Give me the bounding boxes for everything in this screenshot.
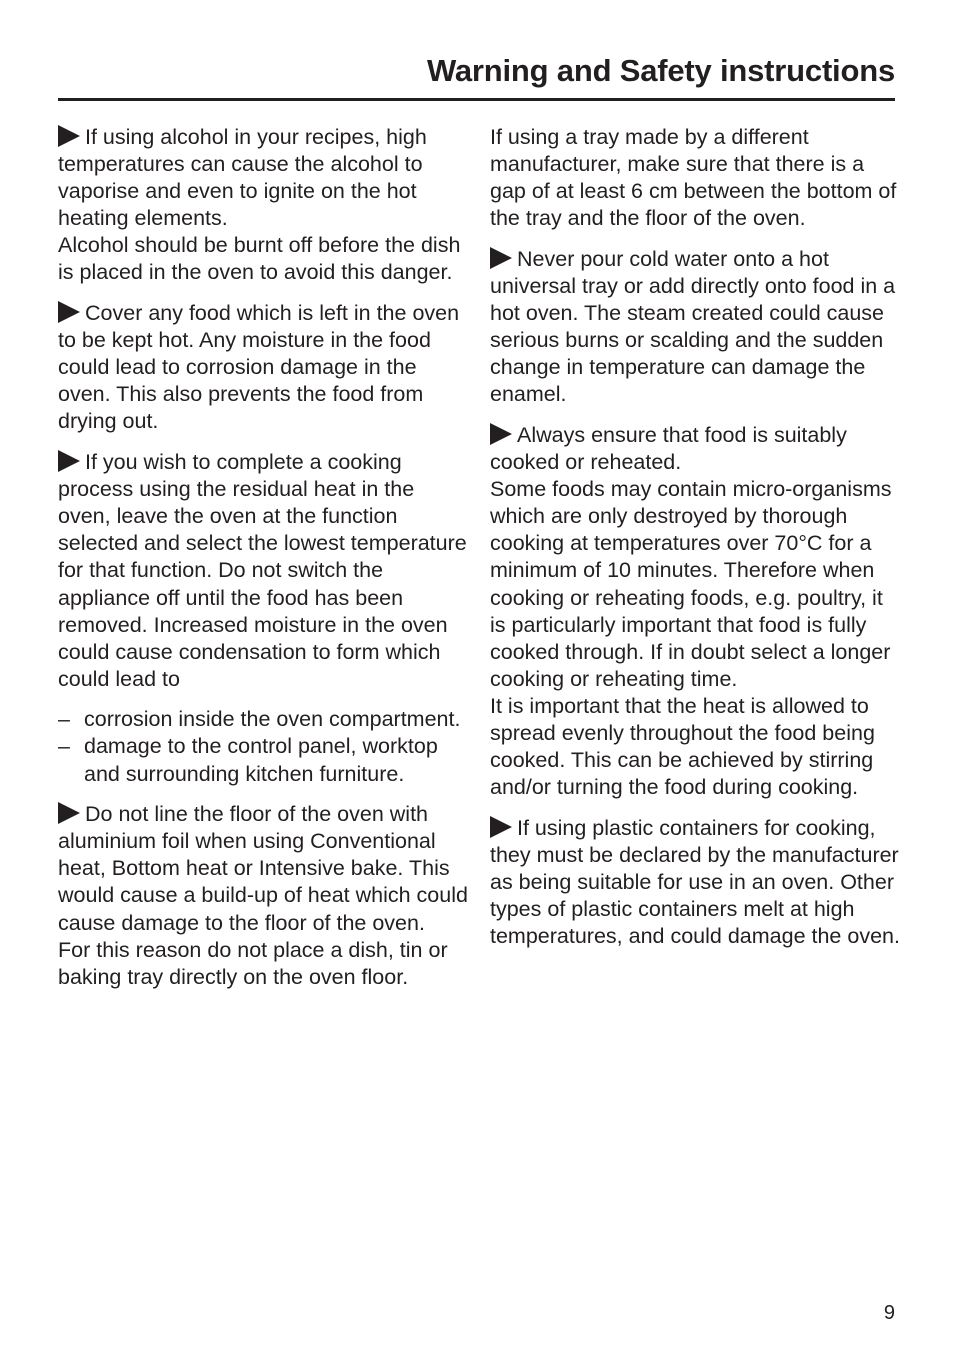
- micro-organisms-note: Some foods may contain micro-organisms which are only destroyed by thorough cooking at temperatures over 70°C for a minimum of 10 minutes. Therefore when cooking or reheating foods, e.g. poultry, it is particularly important that food is fully cooked through. If in doubt select a longer cooking or reheating time.: [490, 477, 892, 691]
- cover-food-warning: [58, 300, 470, 435]
- alcohol-warning-note: Alcohol should be burnt off before the dish is placed in the oven to avoid this danger.: [58, 233, 461, 285]
- list-item-text: damage to the control panel, worktop and surrounding kitchen furniture.: [84, 734, 438, 786]
- bullet-triangle-icon: [490, 423, 512, 445]
- plastic-containers-text: If using plastic containers for cooking, they must be declared by the manufacturer as being suitable for use in an oven. Other types of plastic containers melt at high temperatures, and could damage the oven.: [490, 815, 900, 949]
- cover-food-text: Cover any food which is left in the oven to be kept hot. Any moisture in the food could lead to corrosion damage in the oven. This also prevents the food from drying out.: [58, 301, 460, 434]
- foil-warning-text: Do not line the floor of the oven with aluminium foil when using Conventional heat, Bottom heat or Intensive bake. This would cause a build-up of heat which could cause damage to the floor of the oven.: [58, 802, 468, 935]
- residual-heat-text: If you wish to complete a cooking process using the residual heat in the oven, leave the oven at the function selected and select the lowest temperature for that function. Do not switch the appliance off until the food has been removed. Increased moisture in the oven could cause condensation to form which could lead to: [58, 450, 467, 691]
- page-title: Warning and Safety instructions: [426, 53, 895, 88]
- list-item-text: corrosion inside the oven compartment.: [84, 707, 461, 732]
- condensation-risk-list: [58, 706, 470, 787]
- bullet-triangle-icon: [490, 247, 512, 269]
- bullet-triangle-icon: [490, 816, 512, 838]
- tray-gap-note: [490, 124, 900, 232]
- bullet-triangle-icon: [58, 301, 80, 323]
- right-column: [490, 124, 900, 964]
- header-divider: [58, 98, 895, 101]
- dash-marker: –: [58, 734, 70, 759]
- page-number: 9: [883, 1302, 895, 1324]
- plastic-containers-warning: [490, 815, 900, 950]
- cooked-food-warning: [490, 422, 900, 801]
- heat-spread-note: It is important that the heat is allowed to spread evenly throughout the food being cooked. This can be achieved by stirring and/or turning the food during cooking.: [490, 693, 875, 800]
- tray-gap-text: If using a tray made by a different manufacturer, make sure that there is a gap of at least 6 cm between the bottom of the tray and the floor of the oven.: [490, 125, 897, 231]
- residual-heat-warning: [58, 449, 470, 693]
- bullet-triangle-icon: [58, 450, 80, 472]
- dash-marker: –: [58, 707, 70, 732]
- cooked-food-text: Always ensure that food is suitably cooked or reheated.: [490, 422, 847, 475]
- alcohol-warning: [58, 124, 470, 287]
- cold-water-text: Never pour cold water onto a hot universal tray or add directly onto food in a hot oven. The steam created could cause serious burns or scalding and the sudden change in temperature can damage the enamel.: [490, 246, 896, 407]
- foil-warning: [58, 801, 470, 991]
- bullet-triangle-icon: [58, 125, 80, 147]
- list-item: [58, 733, 470, 787]
- bullet-triangle-icon: [58, 802, 80, 824]
- alcohol-warning-text: If using alcohol in your recipes, high temperatures can cause the alcohol to vaporise and even to ignite on the hot heating elements.: [58, 125, 427, 231]
- cold-water-warning: [490, 246, 900, 409]
- list-item: [58, 706, 470, 733]
- foil-warning-note: For this reason do not place a dish, tin or baking tray directly on the oven floor.: [58, 937, 448, 989]
- left-column: [58, 124, 470, 1004]
